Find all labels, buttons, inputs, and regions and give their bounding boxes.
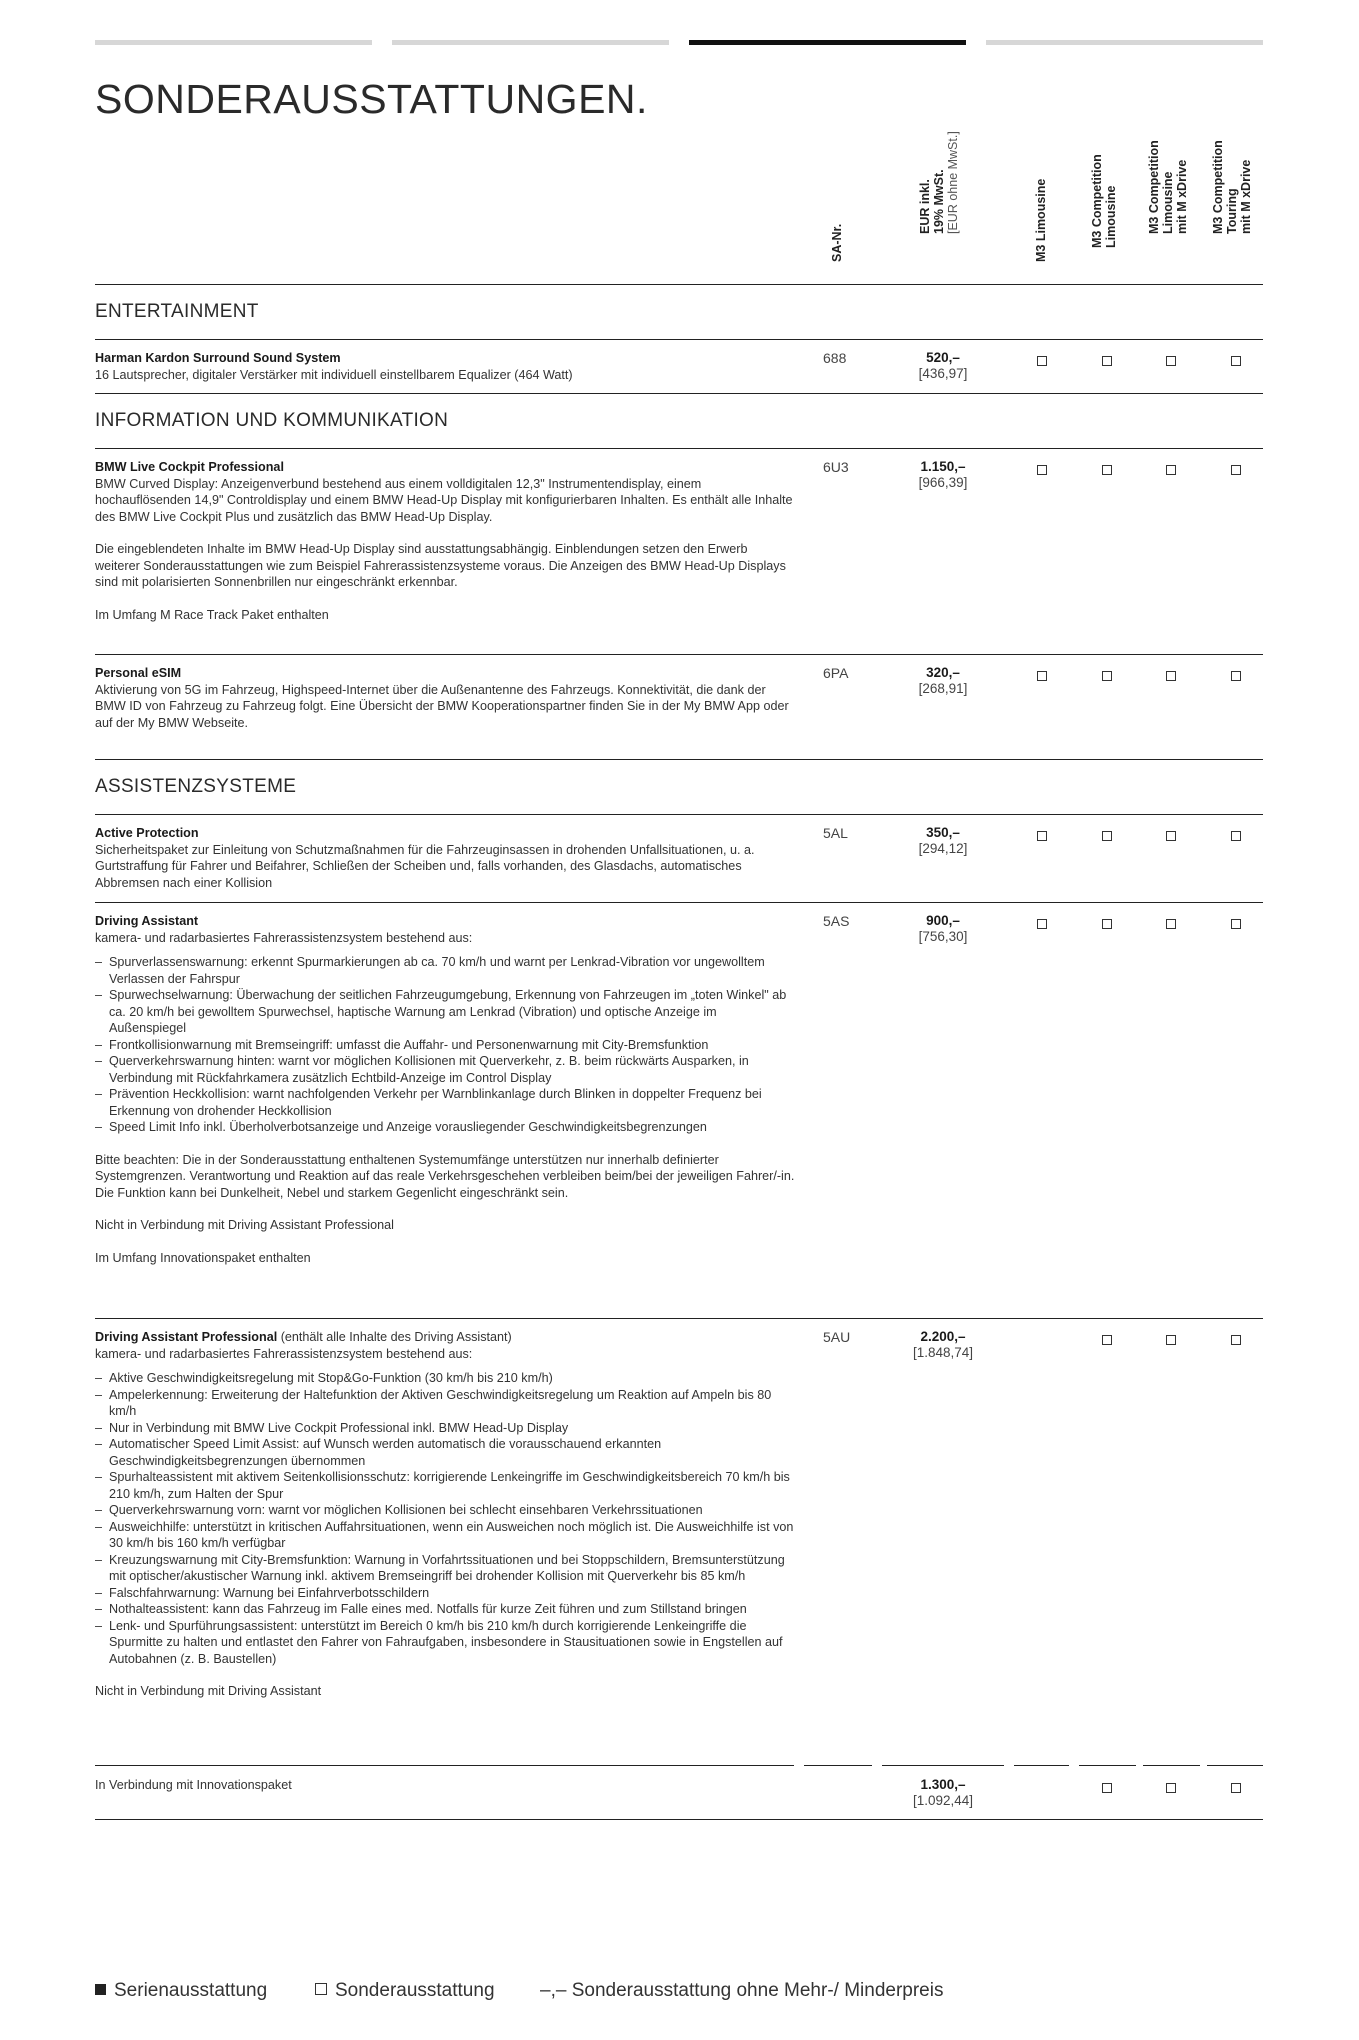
list-item: – Nothalteassistent: kann das Fahrzeug im Falle eines med. Notfalls für kurze Zeit führen und zum Stillstand bringen: [95, 1601, 795, 1618]
sa-number: 6U3: [823, 459, 849, 475]
list-item: – Falschfahrwarnung: Warnung bei Einfahrverbotsschildern: [95, 1585, 795, 1602]
item-name-note: (enthält alle Inhalte des Driving Assistant): [280, 1330, 512, 1344]
row-divider: [95, 1318, 1263, 1319]
sub-divider-text: [95, 1765, 794, 1766]
price-header-line2: 19% MwSt.: [932, 169, 946, 234]
item-description: In Verbindung mit Innovationspaket: [95, 1778, 292, 1792]
section-heading-entertainment: ENTERTAINMENT: [95, 301, 259, 322]
model-1-line1: M3 Limousine: [1034, 178, 1048, 262]
option-box: [1102, 1335, 1112, 1345]
page-title: SONDERAUSSTATTUNGEN.: [95, 76, 648, 122]
legend-label-sonder: Sonderausstattung: [335, 1980, 495, 2001]
price-net: [436,97]: [918, 366, 968, 381]
item-note: Bitte beachten: Die in der Sonderausstattung enthaltenen Systemumfänge unterstützen nur innerhalb definierter Systemgrenzen. Verantwortung und Reaktion auf das reale Verkehrsgeschehen verbleiben beim/bei der jeweiligen Fahrer/-in. Die Funktion kann bei Dunkelheit, Nebel und starkem Gegenlicht eingeschränkt sein.: [95, 1152, 795, 1200]
list-item: – Spurhalteassistent mit aktivem Seitenkollisionsschutz: korrigierende Lenkeingriffe im Geschwindigkeitsbereich 70 km/h bis 210 km/h, zum Halten der Spur: [95, 1469, 795, 1502]
item-note: Nicht in Verbindung mit Driving Assistant Professional: [95, 1218, 394, 1232]
feature-list: [95, 954, 795, 1136]
option-box: [1231, 919, 1241, 929]
item-description: Aktivierung von 5G im Fahrzeug, Highspeed-Internet über die Außenantenne des Fahrzeugs. Konnektivität, die dank der BMW ID von Fahrzeug zu Fahrzeug folgt. Eine Übersicht der BMW Kooperationspartner finden Sie in der My BMW App oder auf der My BMW Webseite.: [95, 682, 789, 730]
option-box: [1231, 356, 1241, 366]
item-driving-assistant: [95, 913, 795, 1266]
sa-number: 5AS: [823, 913, 850, 929]
row-divider: [95, 759, 1263, 760]
sa-number: 5AU: [823, 1329, 851, 1345]
option-box: [1037, 671, 1047, 681]
progress-segment-1: [95, 40, 372, 45]
item-note: Im Umfang Innovationspaket enthalten: [95, 1250, 311, 1265]
item-name: Driving Assistant Professional: [95, 1330, 278, 1344]
item-note: Im Umfang M Race Track Paket enthalten: [95, 607, 329, 622]
list-item: – Automatischer Speed Limit Assist: auf Wunsch werden automatisch die vorausschauend erkannten Geschwindigkeitsbegrenzungen übernommen: [95, 1436, 795, 1469]
sa-number: 6PA: [823, 665, 849, 681]
option-box: [1166, 919, 1176, 929]
list-item: – Aktive Geschwindigkeitsregelung mit Stop&Go-Funktion (30 km/h bis 210 km/h): [95, 1370, 795, 1387]
column-header-price: [918, 131, 988, 276]
price-net: [756,30]: [918, 929, 968, 944]
option-box: [1037, 831, 1047, 841]
item-note: Nicht in Verbindung mit Driving Assistant: [95, 1684, 322, 1698]
filled-square-icon: [95, 1984, 106, 1995]
item-harman-kardon: [95, 350, 795, 383]
sub-divider-price: [882, 1765, 1004, 1766]
price-header-line3: [EUR ohne MwSt.]: [946, 131, 960, 234]
price: [893, 825, 993, 857]
progress-segment-2: [392, 40, 669, 45]
item-description: Sicherheitspaket zur Einleitung von Schutzmaßnahmen für die Fahrzeuginsassen in drohenden Unfallsituationen, u. a. Gurtstraffung für Fahrer und Beifahrer, Schließen der Scheiben und, falls vorhanden, des Glasdachs, automatisches Abbremsen nach einer Kollision: [95, 842, 755, 890]
option-box: [1166, 831, 1176, 841]
list-item: – Nur in Verbindung mit BMW Live Cockpit Professional inkl. BMW Head-Up Display: [95, 1420, 795, 1437]
progress-segment-4: [986, 40, 1263, 45]
option-box: [1102, 919, 1112, 929]
item-name: BMW Live Cockpit Professional: [95, 460, 284, 474]
option-box: [1231, 831, 1241, 841]
price-gross: 2.200,–: [920, 1329, 966, 1344]
item-driving-assistant-professional: [95, 1329, 795, 1700]
item-name: Active Protection: [95, 826, 199, 840]
price: [893, 913, 993, 945]
model-2-line1: M3 Competition: [1090, 154, 1104, 248]
price-gross: 320,–: [926, 665, 960, 680]
item-description: 16 Lautsprecher, digitaler Verstärker mit individuell einstellbarem Equalizer (464 Watt): [95, 367, 573, 382]
option-box: [1231, 1783, 1241, 1793]
item-name: Personal eSIM: [95, 666, 182, 680]
price-net: [1.848,74]: [912, 1345, 974, 1360]
column-header-m3-competition-touring-xdrive: [1211, 140, 1281, 276]
list-item: – Querverkehrswarnung hinten: warnt vor möglichen Kollisionen mit Querverkehr, z. B. beim rückwärts Ausparken, in Verbindung mit Rückfahrkamera zusätzlich Echtbild-Anzeige im Control Display: [95, 1053, 795, 1086]
price: [893, 665, 993, 697]
list-item: – Lenk- und Spurführungsassistent: unterstützt im Bereich 0 km/h bis 210 km/h durch korrigierende Lenkeingriffe die Spurmitte zu halten und entlastet den Fahrer von Fahraufgaben, insbesondere in Stausituationen sowie in Engstellen auf Autobahnen (z. B. Baustellen): [95, 1618, 795, 1668]
row-divider: [95, 902, 1263, 903]
model-4-line3: mit M xDrive: [1239, 159, 1253, 234]
sub-divider-model-4: [1207, 1765, 1263, 1766]
list-item: – Spurverlassenswarnung: erkennt Spurmarkierungen ab ca. 70 km/h und warnt per Lenkrad-Vibration vor ungewolltem Verlassen der Fahrspur: [95, 954, 795, 987]
item-live-cockpit: [95, 459, 795, 623]
list-item: – Frontkollisionwarnung mit Bremseingriff: umfasst die Auffahr- und Personenwarnung mit City-Bremsfunktion: [95, 1037, 795, 1054]
price-net: [1.092,44]: [912, 1793, 974, 1808]
price-net: [966,39]: [918, 475, 968, 490]
option-box: [1166, 465, 1176, 475]
option-box: [1037, 356, 1047, 366]
row-divider: [95, 393, 1263, 394]
legend-item-serie: [95, 1980, 267, 2002]
model-4-line2: Touring: [1225, 188, 1239, 234]
price: [893, 350, 993, 382]
empty-square-icon: [315, 1983, 327, 1995]
option-box: [1102, 356, 1112, 366]
model-4-line1: M3 Competition: [1211, 140, 1225, 234]
price-net: [294,12]: [918, 841, 968, 856]
option-box: [1166, 671, 1176, 681]
item-description: BMW Curved Display: Anzeigenverbund bestehend aus einem volldigitalen 12,3" Instrumentendisplay, einem hochauflösenden 14,9" Controldisplay und einem BMW Head-Up Display mit konfigurierbaren Inhalten. Es enthält alle Inhalte des BMW Live Cockpit Plus und zusätzlich das BMW Head-Up Display.: [95, 476, 793, 524]
item-intro: kamera- und radarbasiertes Fahrerassistenzsystem bestehend aus:: [95, 930, 473, 945]
section-divider: [95, 339, 1263, 340]
option-box: [1102, 671, 1112, 681]
header-divider: [95, 284, 1263, 285]
column-header-m3-competition-limousine-xdrive: [1147, 140, 1217, 276]
price-gross: 1.300,–: [920, 1777, 966, 1792]
model-2-line2: Limousine: [1104, 185, 1118, 248]
price-net: [268,91]: [918, 681, 968, 696]
price-header-line1: EUR inkl.: [918, 179, 932, 234]
item-note: Die eingeblendeten Inhalte im BMW Head-Up Display sind ausstattungsabhängig. Einblendungen setzen den Erwerb weiterer Sonderausstattungen wie zum Beispiel Fahrerassistenzsysteme voraus. Die Anzeigen des BMW Head-Up Displays sind mit polarisierten Sonnenbrillen nur eingeschränkt erkennbar.: [95, 542, 786, 589]
list-item: – Ampelerkennung: Erweiterung der Haltefunktion der Aktiven Geschwindigkeitsregelung um Reaktion auf Ampeln bis 80 km/h: [95, 1387, 795, 1420]
option-box: [1231, 465, 1241, 475]
sub-divider-model-2: [1079, 1765, 1136, 1766]
model-3-line2: Limousine: [1161, 171, 1175, 234]
option-box: [1231, 671, 1241, 681]
table-bottom-rule: [95, 1819, 1263, 1820]
progress-segment-3-active: [689, 40, 966, 45]
option-box: [1102, 1783, 1112, 1793]
item-active-protection: [95, 825, 795, 891]
model-3-line3: mit M xDrive: [1175, 159, 1189, 234]
sub-divider-model-1: [1014, 1765, 1069, 1766]
item-innovationspaket: [95, 1777, 795, 1794]
section-divider: [95, 814, 1263, 815]
item-intro: kamera- und radarbasiertes Fahrerassistenzsystem bestehend aus:: [95, 1346, 473, 1361]
option-box: [1166, 1783, 1176, 1793]
option-box: [1231, 1335, 1241, 1345]
section-divider: [95, 448, 1263, 449]
legend-item-ohne: [540, 1980, 943, 2002]
sa-number: 688: [823, 350, 847, 366]
price-gross: 1.150,–: [920, 459, 966, 474]
option-box: [1102, 465, 1112, 475]
row-divider: [95, 654, 1263, 655]
price-gross: 350,–: [926, 825, 960, 840]
option-box: [1102, 831, 1112, 841]
list-item: – Prävention Heckkollision: warnt nachfolgenden Verkehr per Warnblinkanlage durch Blinken in doppelter Frequenz bei Erkennung von drohender Heckkollision: [95, 1086, 795, 1119]
item-personal-esim: [95, 665, 795, 731]
legend-label-serie: Serienausstattung: [114, 1980, 268, 2001]
price: [893, 459, 993, 491]
section-heading-information: INFORMATION UND KOMMUNIKATION: [95, 410, 449, 431]
option-box: [1166, 356, 1176, 366]
price-gross: 520,–: [926, 350, 960, 365]
legend-item-sonder: [315, 1980, 495, 2002]
section-heading-assistenz: ASSISTENZSYSTEME: [95, 776, 297, 797]
list-item: – Speed Limit Info inkl. Überholverbotsanzeige und Anzeige vorausliegender Geschwindigkeitsbegrenzungen: [95, 1119, 795, 1136]
price-gross: 900,–: [926, 913, 960, 928]
column-header-sa-nr-text: SA-Nr.: [830, 223, 844, 262]
model-3-line1: M3 Competition: [1147, 140, 1161, 234]
dash-symbol-icon: –,–: [540, 1980, 567, 2001]
option-box: [1037, 465, 1047, 475]
sa-number: 5AL: [823, 825, 848, 841]
list-item: – Kreuzungswarnung mit City-Bremsfunktion: Warnung in Vorfahrtssituationen und bei Stoppschildern, Bremsunterstützung mit optischer/akustischer Warnung inkl. aktivem Bremseingriff bei drohender Kollision mit Querverkehr bis 85 km/h: [95, 1552, 795, 1585]
list-item: – Spurwechselwarnung: Überwachung der seitlichen Fahrzeugumgebung, Erkennung von Fahrzeugen im „toten Winkel" ab ca. 20 km/h bei gewolltem Spurwechsel, haptische Warnung am Lenkrad (Vibration) und optische Anzeige im Außenspiegel: [95, 987, 795, 1037]
column-header-sa-nr: [830, 150, 900, 276]
list-item: – Ausweichhilfe: unterstützt in kritischen Auffahrsituationen, wenn ein Ausweichen noch möglich ist. Die Ausweichhilfe ist von 30 km/h bis 160 km/h verfügbar: [95, 1519, 795, 1552]
item-name: Driving Assistant: [95, 914, 199, 928]
feature-list: [95, 1370, 795, 1667]
option-box: [1166, 1335, 1176, 1345]
option-box: [1037, 919, 1047, 929]
progress-indicator: [95, 40, 1263, 46]
item-name: Harman Kardon Surround Sound System: [95, 351, 341, 365]
list-item: – Querverkehrswarnung vorn: warnt vor möglichen Kollisionen bei schlecht einsehbaren Verkehrssituationen: [95, 1502, 795, 1519]
price: [893, 1777, 993, 1809]
price: [893, 1329, 993, 1361]
legend-label-ohne: Sonderausstattung ohne Mehr-/ Minderpreis: [571, 1980, 944, 2001]
sub-divider-model-3: [1143, 1765, 1200, 1766]
sub-divider-sa: [804, 1765, 872, 1766]
